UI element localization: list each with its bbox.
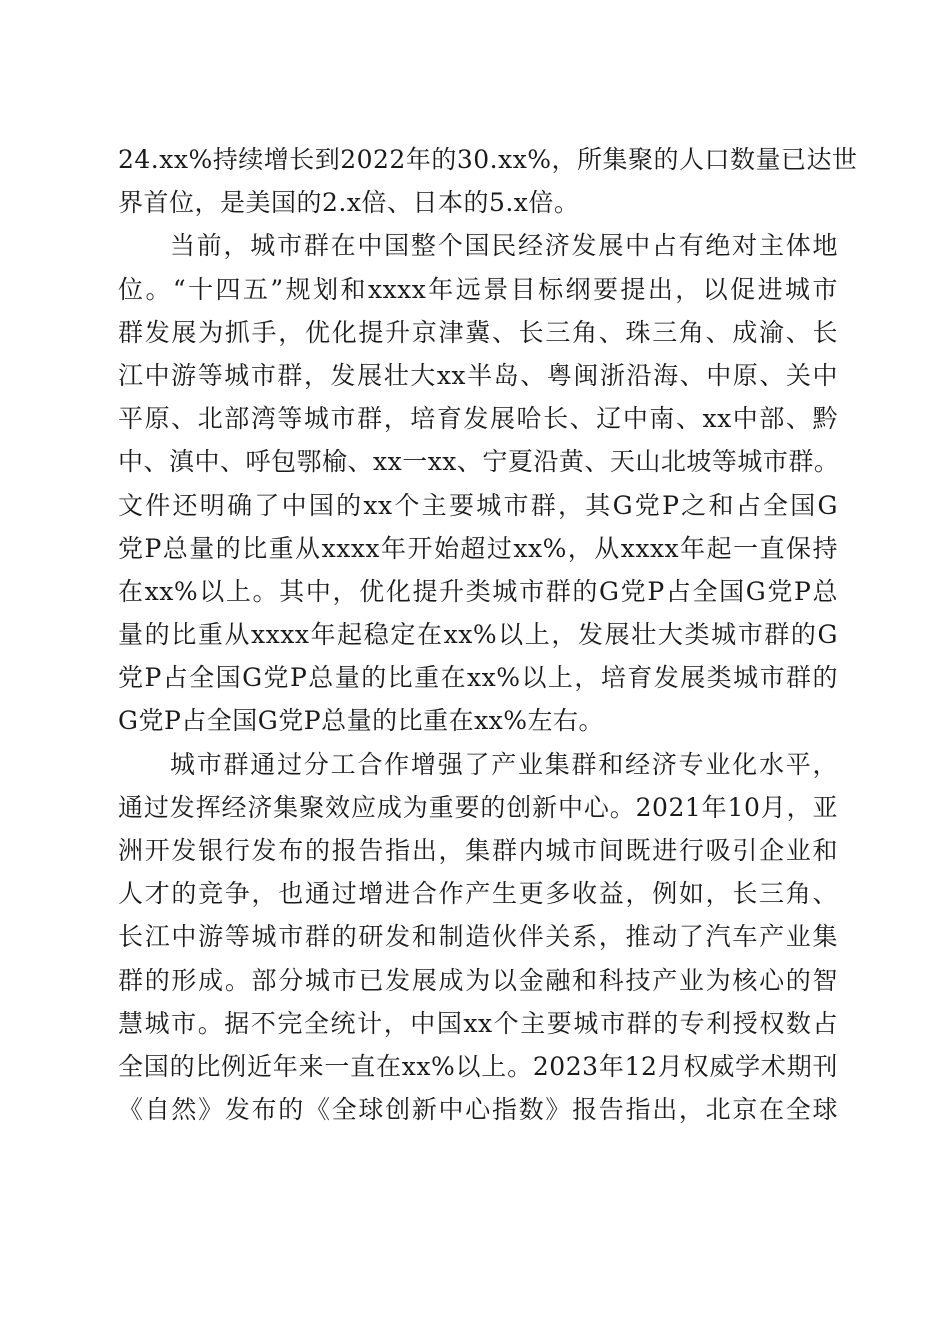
text-line: 群发展为抓手，优化提升京津冀、长三角、珠三角、成渝、长 [118, 317, 838, 347]
text-line: 党P占全国G党P总量的比重在xx%以上，培育发展类城市群的 [118, 663, 838, 693]
text-line: 文件还明确了中国的xx个主要城市群，其G党P之和占全国G [118, 490, 838, 520]
text-line: 界首位，是美国的2.x倍、日本的5.x倍。 [118, 188, 580, 218]
paragraph-1 [118, 138, 858, 224]
text-line: 24.xx%持续增长到2022年的30.xx%，所集聚的人口数量已达世 [118, 145, 858, 174]
text-line: 位。“十四五”规划和xxxx年远景目标纲要提出，以促进城市 [118, 274, 838, 304]
text-line: 在xx%以上。其中，优化提升类城市群的G党P占全国G党P总 [118, 576, 838, 606]
text-line: 当前，城市群在中国整个国民经济发展中占有绝对主体地 [170, 231, 838, 261]
text-line: 城市群通过分工合作增强了产业集群和经济专业化水平， [170, 749, 838, 779]
text-line: 党P总量的比重从xxxx年开始超过xx%，从xxxx年起一直保持 [118, 533, 838, 563]
text-line: G党P占全国G党P总量的比重在xx%左右。 [118, 706, 605, 736]
text-line: 全国的比例近年来一直在xx%以上。2023年12月权威学术期刊 [118, 1051, 838, 1081]
text-line: 群的形成。部分城市已发展成为以金融和科技产业为核心的智 [118, 965, 838, 995]
paragraph-2 [118, 224, 838, 742]
paragraph-3 [118, 743, 838, 1132]
text-line: 平原、北部湾等城市群，培育发展哈长、辽中南、xx中部、黔 [118, 404, 838, 434]
body-text [118, 138, 858, 1131]
text-line: 量的比重从xxxx年起稳定在xx%以上，发展壮大类城市群的G [118, 620, 838, 650]
text-line: 江中游等城市群，发展壮大xx半岛、粤闽浙沿海、中原、关中 [118, 360, 838, 390]
text-line: 人才的竞争，也通过增进合作产生更多收益，例如，长三角、 [118, 879, 838, 909]
text-line: 慧城市。据不完全统计，中国xx个主要城市群的专利授权数占 [118, 1008, 838, 1038]
text-line: 洲开发银行发布的报告指出，集群内城市间既进行吸引企业和 [118, 836, 838, 865]
text-line: 长江中游等城市群的研发和制造伙伴关系，推动了汽车产业集 [118, 922, 838, 952]
text-line: 《自然》发布的《全球创新中心指数》报告指出，北京在全球 [118, 1095, 838, 1125]
text-line: 中、滇中、呼包鄂榆、xx一xx、宁夏沿黄、天山北坡等城市群。 [118, 447, 840, 477]
text-line: 通过发挥经济集聚效应成为重要的创新中心。2021年10月，亚 [118, 792, 838, 822]
